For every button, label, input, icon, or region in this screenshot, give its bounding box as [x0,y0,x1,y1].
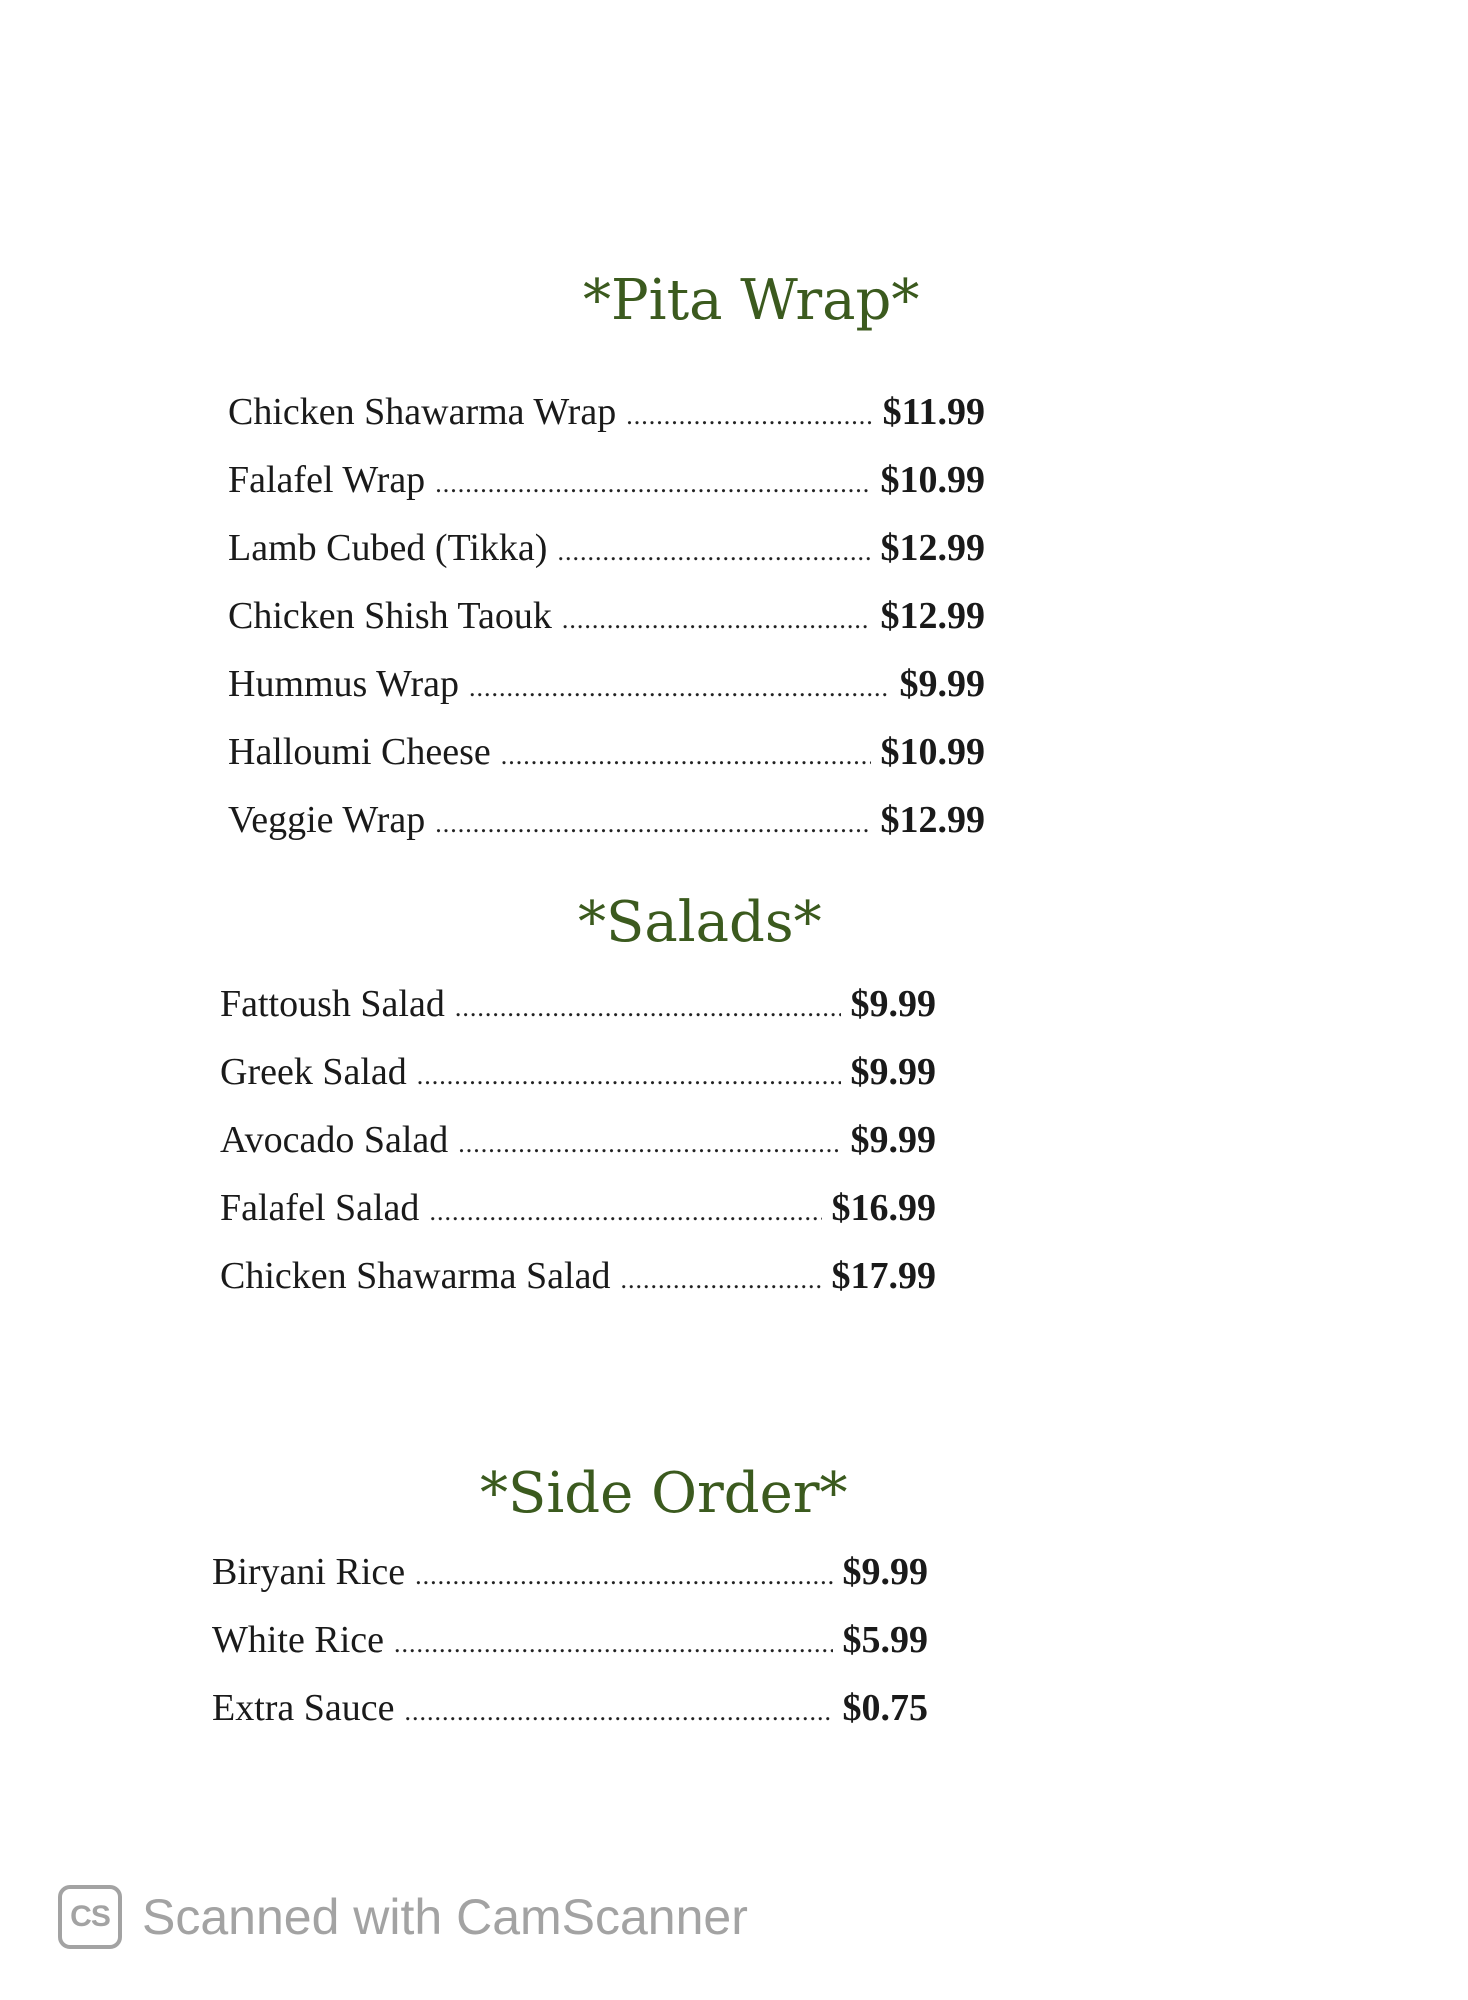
item-price: $9.99 [850,983,936,1025]
camscanner-watermark [58,1885,748,1949]
item-name: Falafel Salad [220,1187,420,1229]
menu-item [228,380,985,448]
menu-item [228,584,985,652]
menu-item [220,1244,936,1312]
menu-item [228,720,985,788]
dot-leader [626,384,872,448]
menu-list-pita-wrap [228,380,985,856]
dot-leader [429,1180,821,1244]
item-price: $9.99 [899,663,985,705]
dot-leader [469,656,889,720]
item-name: White Rice [212,1619,384,1661]
item-price: $17.99 [831,1255,936,1297]
item-price: $5.99 [842,1619,928,1661]
dot-leader [417,1044,841,1108]
item-price: $10.99 [880,731,985,773]
item-price: $9.99 [850,1119,936,1161]
menu-item [228,448,985,516]
item-name: Veggie Wrap [228,799,426,841]
section-title-salads: *Salads* [578,890,822,955]
item-price: $0.75 [842,1687,928,1729]
dot-leader [415,1544,832,1608]
watermark-text: Scanned with CamScanner [142,1889,748,1945]
menu-item [220,972,936,1040]
item-name: Extra Sauce [212,1687,395,1729]
item-price: $9.99 [850,1051,936,1093]
dot-leader [405,1680,833,1744]
item-name: Greek Salad [220,1051,407,1093]
item-price: $10.99 [880,459,985,501]
dot-leader [557,520,870,584]
dot-leader [458,1112,840,1176]
menu-item [220,1108,936,1176]
item-name: Biryani Rice [212,1551,406,1593]
menu-item [228,516,985,584]
item-name: Chicken Shawarma Salad [220,1255,611,1297]
item-name: Lamb Cubed (Tikka) [228,527,548,569]
menu-list-side-order [212,1540,928,1744]
section-title-side-order: *Side Order* [480,1461,848,1526]
menu-item [212,1676,928,1744]
item-price: $16.99 [831,1187,936,1229]
dot-leader [394,1612,833,1676]
menu-item [228,652,985,720]
dot-leader [620,1248,821,1312]
item-price: $12.99 [880,527,985,569]
dot-leader [435,452,870,516]
dot-leader [501,724,871,788]
item-name: Chicken Shish Taouk [228,595,552,637]
item-name: Avocado Salad [220,1119,449,1161]
menu-list-salads [220,972,936,1312]
item-price: $12.99 [880,595,985,637]
section-title-pita-wrap: *Pita Wrap* [583,268,920,333]
dot-leader [455,976,841,1040]
item-price: $9.99 [842,1551,928,1593]
item-price: $11.99 [882,391,985,433]
menu-item [228,788,985,856]
item-price: $12.99 [880,799,985,841]
menu-item [220,1040,936,1108]
camscanner-logo-icon: CS [58,1885,122,1949]
item-name: Fattoush Salad [220,983,445,1025]
item-name: Halloumi Cheese [228,731,491,773]
dot-leader [435,792,870,856]
dot-leader [562,588,871,652]
menu-item [212,1608,928,1676]
menu-item [220,1176,936,1244]
item-name: Chicken Shawarma Wrap [228,391,617,433]
item-name: Falafel Wrap [228,459,426,501]
menu-item [212,1540,928,1608]
item-name: Hummus Wrap [228,663,460,705]
